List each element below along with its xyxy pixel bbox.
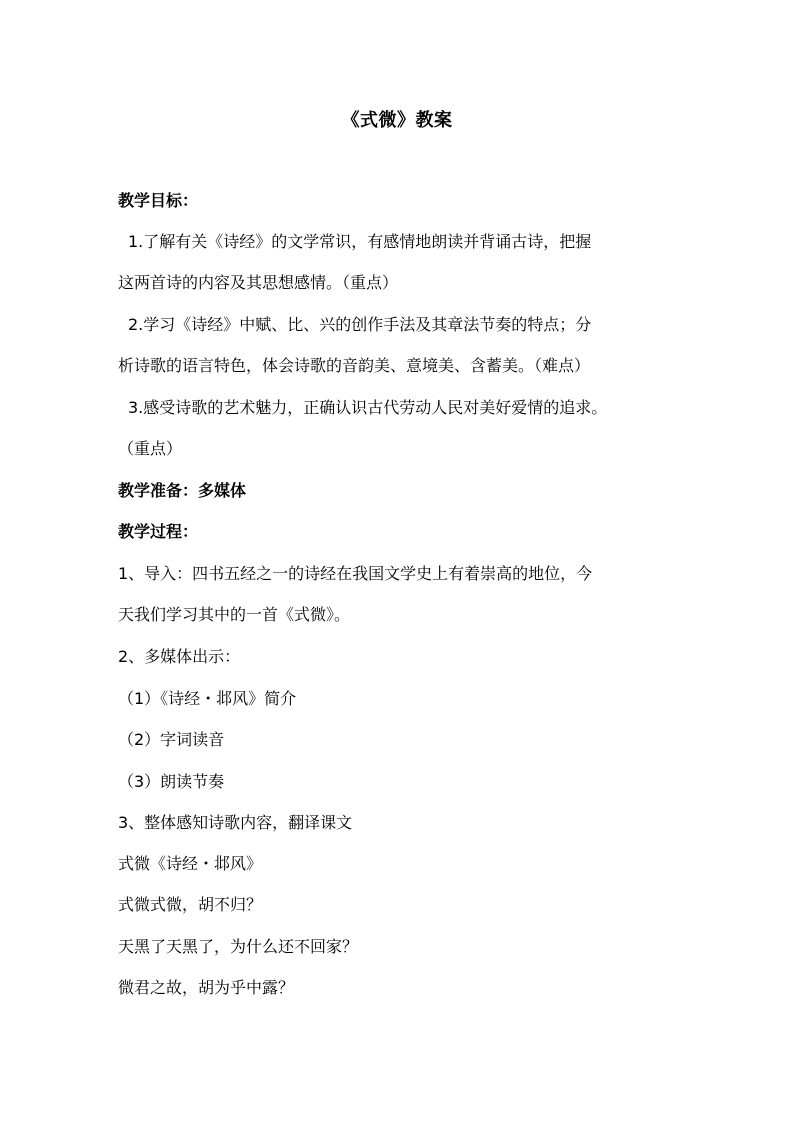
objective-line-6: （重点） [118, 439, 183, 458]
document-title: 《式微》教案 [341, 110, 453, 131]
process-line-3: 2、多媒体出示： [118, 647, 241, 666]
process-line-10: 天黑了天黑了，为什么还不回家？ [118, 937, 359, 956]
process-line-8: 式微《诗经・邶风》 [118, 854, 263, 873]
process-line-6: （3）朗读节奏 [118, 772, 225, 791]
process-line-7: 3、整体感知诗歌内容，翻译课文 [118, 813, 353, 832]
objective-line-1: 1.了解有关《诗经》的文学常识，有感情地朗读并背诵古诗，把握 [128, 232, 592, 251]
preparation-line: 教学准备：多媒体 [118, 481, 247, 500]
process-line-2: 天我们学习其中的一首《式微》。 [118, 605, 351, 624]
process-heading: 教学过程： [118, 522, 199, 541]
objective-line-4: 析诗歌的语言特色，体会诗歌的音韵美、意境美、含蓄美。（难点） [118, 356, 591, 375]
process-line-5: （2）字词读音 [118, 730, 225, 749]
process-line-11: 微君之故，胡为乎中露？ [118, 978, 295, 997]
process-line-4: （1）《诗经・邶风》简介 [118, 689, 297, 708]
process-line-1: 1、导入：四书五经之一的诗经在我国文学史上有着崇高的地位，今 [118, 564, 593, 583]
objective-line-2: 这两首诗的内容及其思想感情。（重点） [118, 273, 399, 292]
process-line-9: 式微式微，胡不归？ [118, 895, 263, 914]
objective-line-3: 2.学习《诗经》中赋、比、兴的创作手法及其章法节奏的特点；分 [128, 315, 592, 334]
objectives-heading: 教学目标： [118, 191, 199, 210]
objective-line-5: 3.感受诗歌的艺术魅力，正确认识古代劳动人民对美好爱情的追求。 [128, 398, 608, 417]
